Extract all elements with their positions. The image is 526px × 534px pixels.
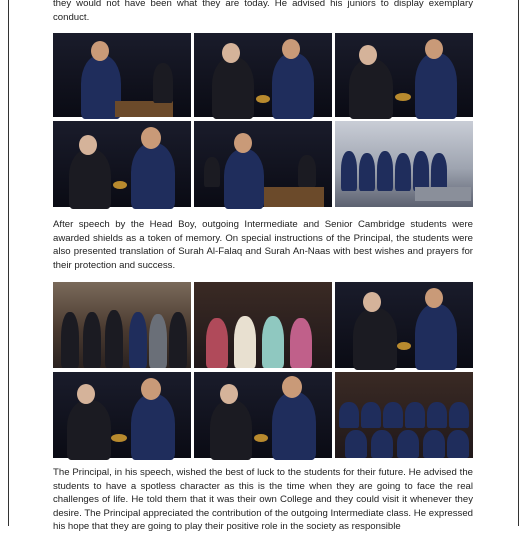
photo-shield-presentation-3 [53,121,191,207]
photo-group-on-stage [53,282,191,368]
photo-shield-presentation-5 [53,372,191,458]
photo-students-queue [335,121,473,207]
paragraph-intro-end: they would not have been what they are today. He advised his juniors to display exemplary conduct. [53,0,473,23]
photo-head-boy-speech [53,33,191,117]
photo-students-seated [335,372,473,458]
photo-shield-presentation-2 [335,33,473,117]
page-border-right [518,0,519,526]
photo-shield-presentation-6 [194,372,332,458]
paragraph-principal-speech: The Principal, in his speech, wished the best of luck to the students for their future. He advised the students to have a spotless character as this is the time when they are going to face the real challenges of life. He told them that it was their own College and they could visit it whenever they desire. The Principal appreciated the contribution of the outgoing Intermediate class. He expressed his hope that they are going to play their positive role in the society as responsible [53,467,473,533]
photo-audience-guests [194,282,332,368]
page-border-left [8,0,9,526]
paragraph-shields: After speech by the Head Boy, outgoing Intermediate and Senior Cambridge students were awarded shields as a token of memory. On special instructions of the Principal, the students were also presented translation of Surah Al-Falaq and Surah An-Naas with best wishes and prayers for their protection and success. [53,219,473,271]
photo-shield-presentation-4 [335,282,473,368]
photo-shield-presentation-1 [194,33,332,117]
photo-student-at-podium [194,121,332,207]
